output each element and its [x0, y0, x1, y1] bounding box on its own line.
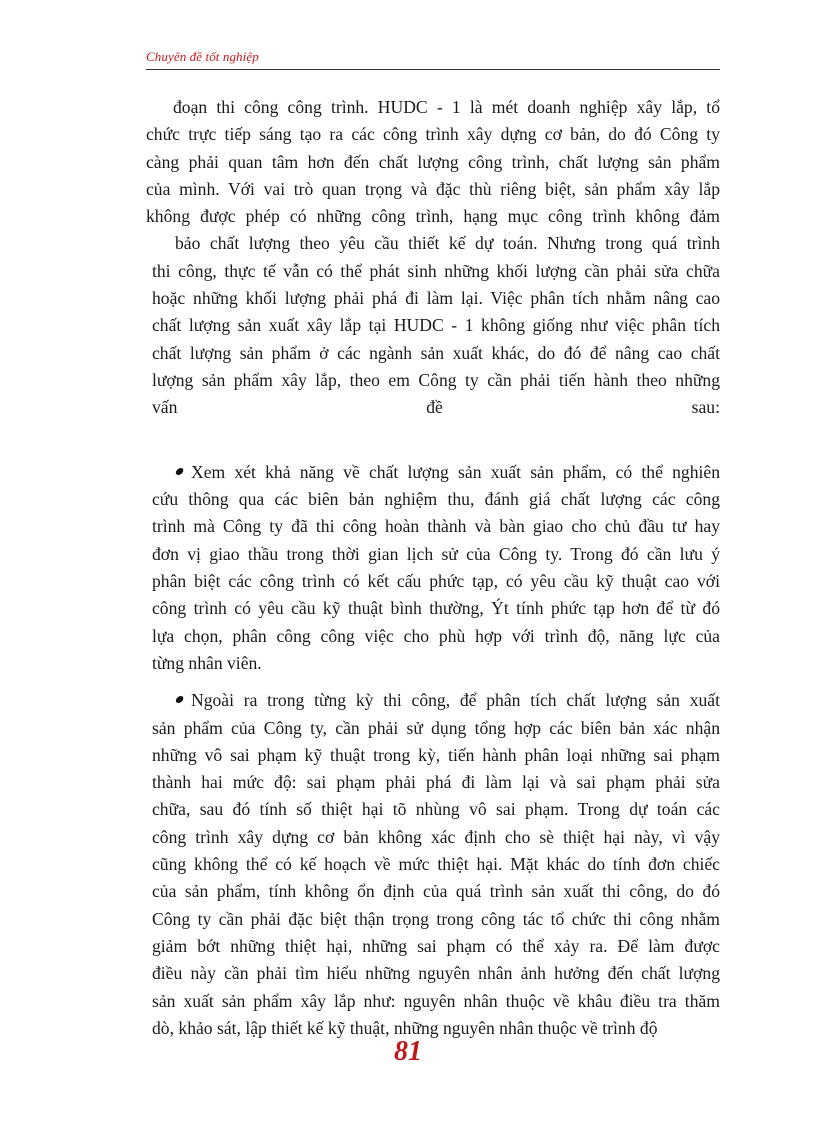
text-line: sản phẩm của Công ty, cần phải sử dụng tổng hợp các biên bản xác nhận — [152, 717, 720, 738]
bullet-item-review — [146, 459, 720, 677]
text-line: của mình. Với vai trò quan trọng và đặc thù riêng biệt, sản phẩm xây lắp — [146, 178, 720, 199]
text-line: công trình xây dựng cơ bản không xác định cho sè thiệt hại này, vì vậy — [152, 826, 720, 847]
bullet-text: Xem xét khả năng về chất lượng sản xuất sản phẩm, có thể nghiên — [191, 461, 720, 482]
text-line: chất lượng sản xuất xây lắp tại HUDC - 1 không giống như việc phân tích — [152, 315, 720, 336]
text-line — [146, 687, 720, 714]
bullet-icon — [175, 468, 185, 475]
text-line — [146, 459, 720, 486]
text-line: sản xuất sản phẩm xây lắp như: nguyên nhân thuộc về khâu điều tra thăm — [152, 990, 720, 1011]
bullet-icon — [175, 696, 185, 703]
text-line: thành hai mức độ: sai phạm phải phá đi làm lại và sai phạm phải sửa — [152, 772, 720, 793]
text-line: đoạn thi công công trình. HUDC - 1 là mét doanh nghiệp xây lắp, tổ — [173, 97, 720, 117]
text-line: cũng không thể có kế hoạch về mức thiệt hại. Mặt khác do tính đơn chiếc — [152, 854, 720, 875]
text-line: càng phải quan tâm hơn đến chất lượng công trình, chất lượng sản phẩm — [146, 151, 720, 172]
text-line: điều này cần phải tìm hiểu những nguyên nhân ảnh hưởng đến chất lượng — [152, 963, 720, 984]
text-line: bảo chất lượng theo yêu cầu thiết kế dự toán. Nhưng trong quá trình — [175, 233, 720, 254]
text-line: đơn vị giao thầu trong thời gian lịch sử của Công ty. Trong đó cần lưu ý — [152, 543, 720, 564]
paragraph-quality — [146, 230, 720, 448]
text-line: phân biệt các công trình có kết cấu phức tạp, có yêu cầu kỹ thuật cao với — [152, 571, 720, 592]
text-line: Công ty cần phải đặc biệt thận trọng trong công tác tổ chức thi công nhằm — [152, 908, 720, 929]
text-line: chức trực tiếp sáng tạo ra các công trình xây dựng cơ bản, do đó Công ty — [146, 124, 720, 145]
text-line: thi công, thực tế vẫn có thể phát sinh những khối lượng cần phải sửa chữa — [152, 260, 720, 281]
header-title: Chuyên đề tốt nghiệp — [146, 49, 259, 64]
text-line: chất lượng sản phẩm ở các ngành sản xuất khác, do đó để nâng cao chất — [152, 342, 720, 363]
text-line: không được phép có những công trình, hạng mục công trình không đảm — [146, 206, 720, 227]
text-line: lựa chọn, phân công công việc cho phù hợp với trình độ, năng lực của — [152, 625, 720, 646]
text-line: giảm bớt những thiệt hại, những sai phạm có thể xảy ra. Để làm được — [152, 935, 720, 956]
page-body — [146, 94, 720, 1042]
page-header — [146, 48, 720, 70]
text-line: hoặc những khối lượng phải phá đi làm lại. Việc phân tích nhằm nâng cao — [152, 288, 720, 309]
text-line: của sản phẩm, tính không ổn định của quá trình sản xuất thi công, do đó — [152, 881, 720, 902]
text-line: cứu thông qua các biên bản nghiệm thu, đánh giá chất lượng các công — [152, 489, 720, 510]
text-line: dò, khảo sát, lập thiết kế kỹ thuật, những nguyên nhân thuộc về trình độ — [152, 1017, 658, 1038]
paragraph-intro — [146, 94, 720, 230]
text-line: những vô sai phạm kỹ thuật trong kỳ, tiến hành phân loại những sai phạm — [152, 744, 720, 765]
text-line: trình mà Công ty đã thi công hoàn thành và bàn giao cho chủ đầu tư hay — [152, 516, 720, 537]
bullet-item-analysis — [146, 687, 720, 1042]
page-number: 81 — [394, 1036, 422, 1067]
text-line: lượng sản phẩm xây lắp, theo em Công ty cần phải tiến hành theo những — [152, 369, 720, 390]
text-line: chữa, sau đó tính số thiệt hại tõ nhùng vô sai phạm. Trong dự toán các — [152, 799, 720, 820]
text-line: vấn đề sau: — [152, 397, 720, 418]
text-line — [146, 422, 720, 449]
bullet-text: Ngoài ra trong từng kỳ thi công, để phân tích chất lượng sản xuất — [191, 690, 720, 711]
text-line: từng nhân viên. — [152, 652, 262, 673]
text-line: công trình có yêu cầu kỹ thuật bình thường, Ýt tính phức tạp hơn để từ đó — [152, 598, 720, 619]
